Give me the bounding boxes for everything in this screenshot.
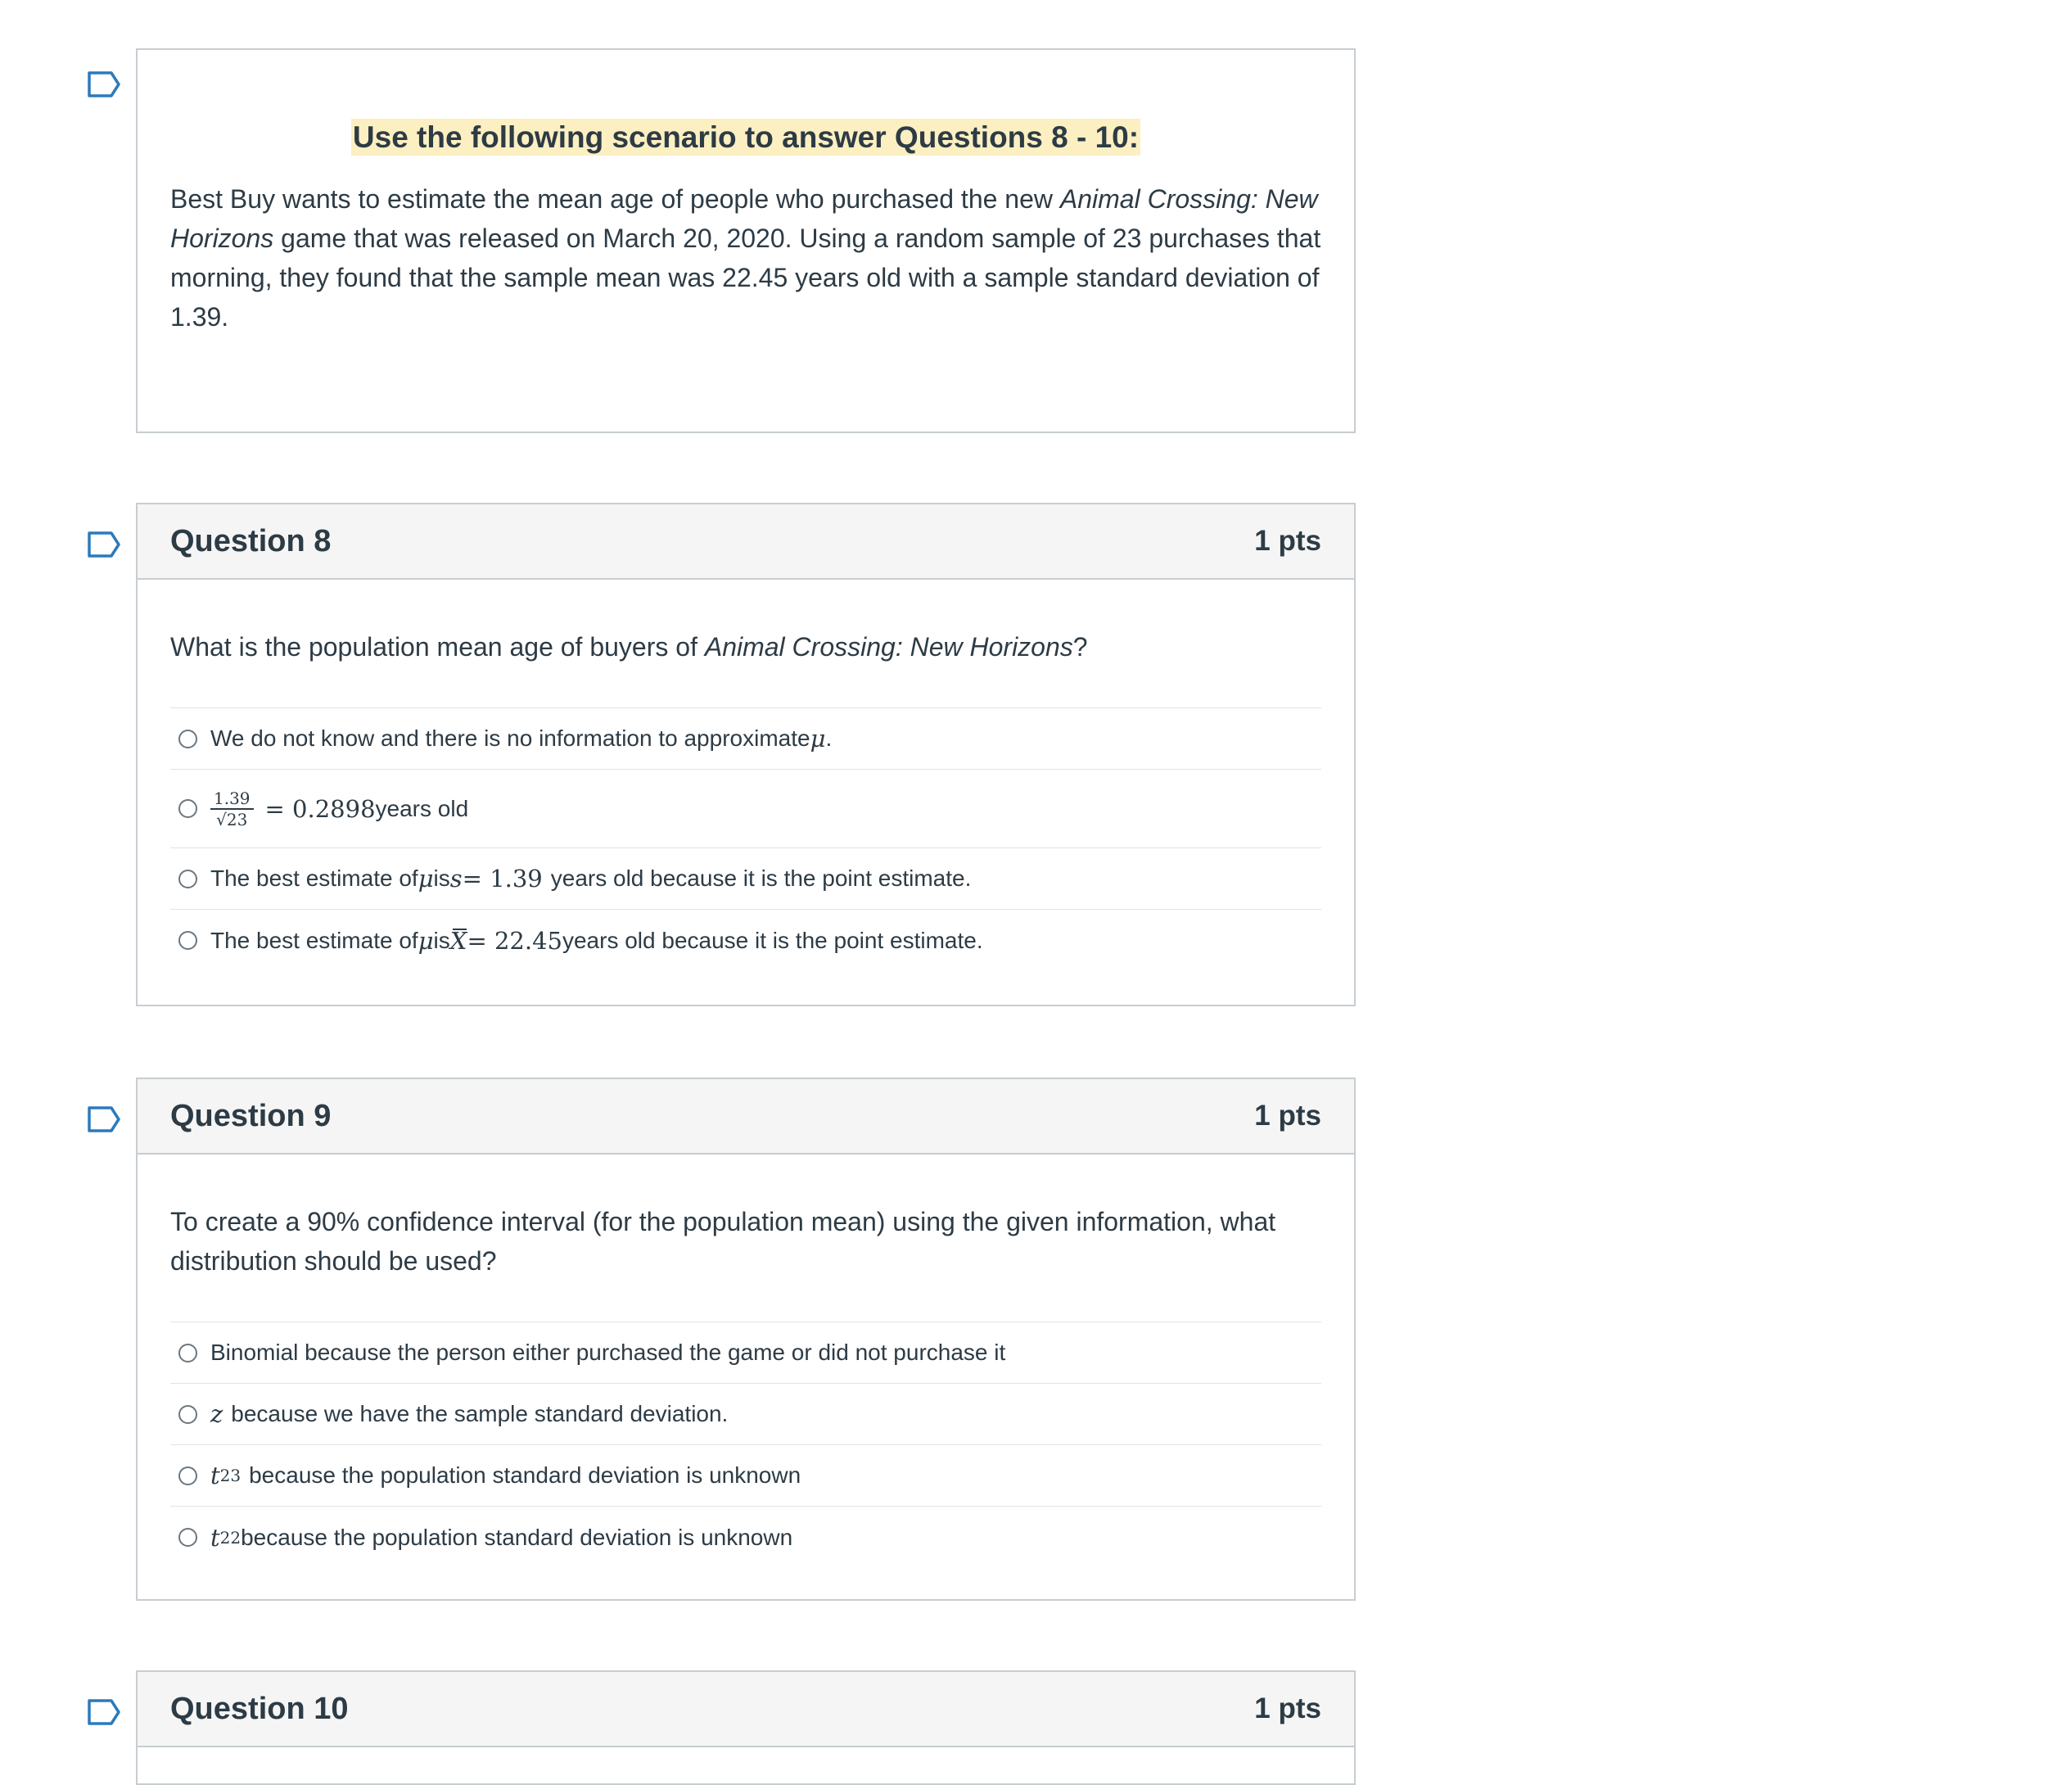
answer-option[interactable]: Binomial because the person either purchased the game or did not purchase it (170, 1322, 1321, 1384)
question-points: 1 pts (1254, 1692, 1321, 1724)
question-title: Question 9 (170, 1098, 332, 1133)
question-8-card (136, 503, 1356, 1006)
question-points: 1 pts (1254, 525, 1321, 557)
question-10-card (136, 1670, 1356, 1785)
flag-question-icon[interactable] (87, 70, 121, 98)
answer-option[interactable]: The best estimate of μ is s = 1.39 years old because it is the point estimate. (170, 848, 1321, 910)
question-text: What is the population mean age of buyers of Animal Crossing: New Horizons? (170, 632, 1088, 662)
question-text: To create a 90% confidence interval (for the population mean) using the given information, what distribution should be used? (170, 1207, 1276, 1276)
scenario-title: Use the following scenario to answer Questions 8 - 10: (352, 120, 1140, 154)
radio-empty-icon[interactable] (178, 730, 197, 748)
radio-empty-icon[interactable] (178, 799, 197, 818)
answer-option[interactable]: t 23 because the population standard deviation is unknown (170, 1445, 1321, 1507)
question-title: Question 10 (170, 1691, 349, 1726)
radio-empty-icon[interactable] (178, 931, 197, 950)
flag-question-icon[interactable] (87, 1105, 121, 1133)
answer-option[interactable]: The best estimate of μ is X = 22.45 years old because it is the point estimate. (170, 910, 1321, 971)
scenario-card (136, 48, 1356, 433)
question-title: Question 8 (170, 523, 332, 558)
answer-list (170, 707, 1321, 971)
question-points: 1 pts (1254, 1100, 1321, 1132)
flag-question-icon[interactable] (87, 531, 121, 558)
question-header (138, 1079, 1354, 1155)
answer-option[interactable]: t 22 because the population standard deviation is unknown (170, 1507, 1321, 1568)
answer-option[interactable]: $\frac{1.39}{√23}$ = 0.2898 years old (170, 770, 1321, 848)
question-9-card (136, 1078, 1356, 1601)
question-header (138, 1672, 1354, 1747)
radio-empty-icon[interactable] (178, 1466, 197, 1485)
radio-empty-icon[interactable] (178, 870, 197, 888)
scenario-text: Best Buy wants to estimate the mean age of people who purchased the new Animal Crossing: New Horizons game that was released on March 20, 2020. Using a random sample of 23 purchases that morning, they found that the sample mean was 22.45 years old with a sample standard deviation of 1.39. (170, 184, 1321, 332)
answer-option[interactable]: z because we have the sample standard deviation. (170, 1384, 1321, 1445)
radio-empty-icon[interactable] (178, 1405, 197, 1424)
radio-empty-icon[interactable] (178, 1344, 197, 1362)
fraction: $\frac{1.39}{√23}$ (210, 789, 254, 829)
flag-question-icon[interactable] (87, 1698, 121, 1726)
answer-option[interactable]: We do not know and there is no information to approximate μ . (170, 708, 1321, 770)
radio-empty-icon[interactable] (178, 1528, 197, 1547)
question-header (138, 504, 1354, 580)
answer-list (170, 1322, 1321, 1568)
